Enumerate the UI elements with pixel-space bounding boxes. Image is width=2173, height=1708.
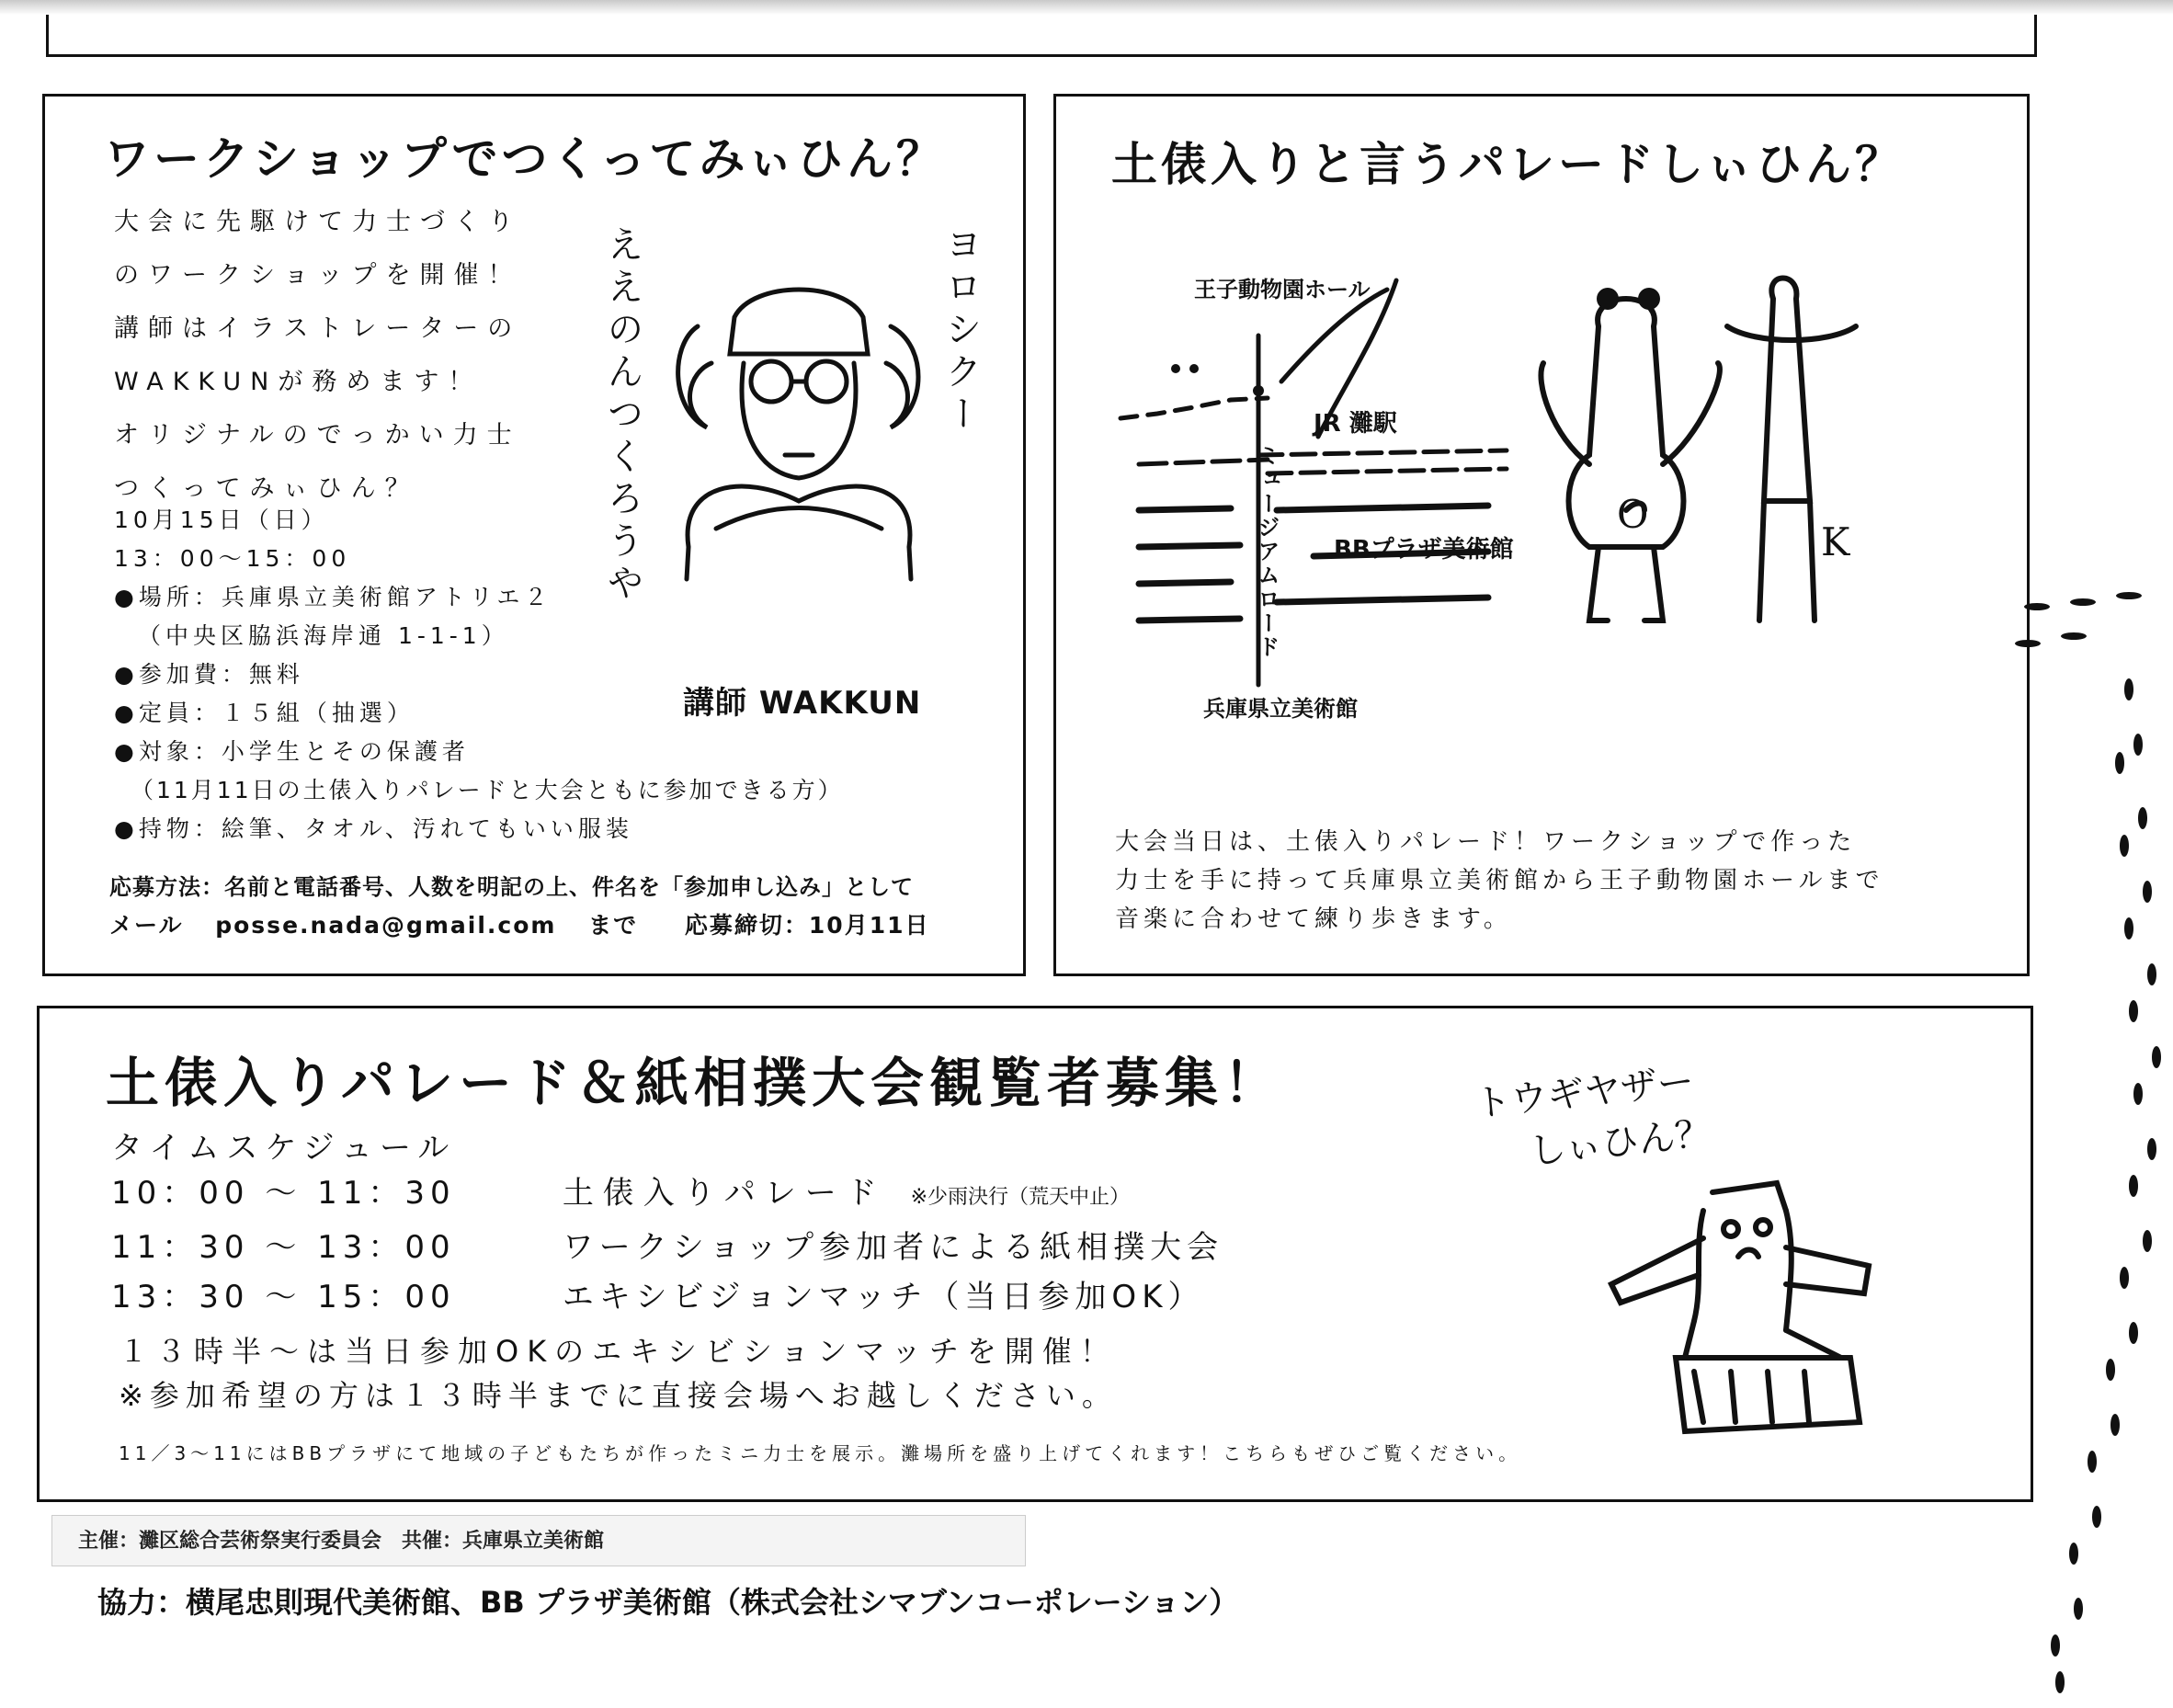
schedule-row [111, 1272, 1223, 1322]
apply-made: まで [588, 912, 639, 939]
apply-deadline: 応募締切：10月11日 [684, 912, 930, 939]
apply-email[interactable]: posse.nada@gmail.com [215, 912, 557, 939]
parade-map [1121, 280, 1507, 685]
schedule-time: 11：30 〜 13：00 [111, 1229, 456, 1266]
map-label-bb: BBプラザ美術館 [1334, 536, 1514, 564]
schedule-row [111, 1168, 1223, 1223]
schedule-list [111, 1168, 1223, 1322]
apply-mail-label: メール [109, 912, 184, 939]
workshop-body-line: つくってみぃひん？ [114, 474, 419, 503]
sumo-illustration [1602, 1174, 1878, 1450]
workshop-body [114, 196, 522, 516]
workshop-time: 13：00〜15：00 [114, 545, 351, 572]
workshop-body-line: のワークショップを開催！ [114, 261, 522, 290]
tournament-footnote: 11／3〜11にはBBプラザにて地域の子どもたちが作ったミニ力士を展示。灘場所を盛り上げてくれます！こちらもぜひご覧ください。 [119, 1442, 1522, 1464]
workshop-detail-item: ●場所：兵庫県立美術館アトリエ２ [114, 584, 552, 610]
workshop-handwritten-right: ヨロシクー [939, 225, 982, 437]
schedule-time: 13：30 〜 15：00 [111, 1279, 456, 1315]
workshop-detail-item: ●対象：小学生とその保護者 [114, 738, 470, 765]
instructor-label: 講師 WAKKUN [683, 685, 922, 722]
tournament-notice-2: ※参加希望の方は１３時半までに直接会場へお越しください。 [119, 1378, 1118, 1413]
workshop-body-line: WAKKUNが務めます！ [114, 368, 483, 396]
footer-organizer: 主催：灘区総合芸術祭実行委員会 共催：兵庫県立美術館 [51, 1515, 1026, 1566]
schedule-time: 10：00 〜 11：30 [111, 1175, 456, 1212]
workshop-date: 10月15日（日） [114, 507, 329, 533]
tournament-handwritten-1: トウギヤザー [1472, 1060, 1697, 1126]
parade-figures-illustration [1534, 271, 1902, 657]
workshop-detail-item: ●定員：１５組（抽選） [114, 700, 415, 726]
schedule-event: ワークショップ参加者による紙相撲大会 [562, 1229, 1224, 1266]
tournament-notice-1: １３時半〜は当日参加OKのエキシビションマッチを開催！ [119, 1334, 1118, 1369]
parade-description [1115, 823, 1883, 939]
tournament-handwritten-2: しぃひん？ [1527, 1111, 1714, 1174]
figure-letter-o: O [1617, 492, 1649, 537]
parade-desc-line: 力士を手に持って兵庫県立美術館から王子動物園ホールまで [1115, 867, 1884, 894]
map-label-oji: 王子動物園ホール [1194, 277, 1371, 302]
figure-letter-k: K [1821, 519, 1850, 564]
workshop-body-line: 講師はイラストレーターの [114, 314, 522, 343]
workshop-apply-contact [109, 907, 930, 940]
schedule-event: 土俵入りパレード [562, 1175, 886, 1212]
footprint-trail [2019, 579, 2166, 1701]
footer-cooperation: 協力：横尾忠則現代美術館、BB プラザ美術館（株式会社シマブンコーポレーション） [97, 1585, 1239, 1620]
workshop-apply-method: 応募方法：名前と電話番号、人数を明記の上、件名を「参加申し込み」として [109, 874, 914, 900]
parade-desc-line: 大会当日は、土俵入りパレード！ワークショップで作った [1115, 828, 1857, 856]
tournament-panel [37, 1006, 2033, 1502]
workshop-title: ワークショップでつくってみぃひん？ [104, 132, 946, 186]
top-shadow [0, 0, 2173, 15]
schedule-note: ※少雨決行（荒天中止） [910, 1186, 1131, 1209]
map-label-jr: JR 灘駅 [1314, 410, 1397, 438]
schedule-row [111, 1223, 1223, 1272]
workshop-panel [42, 94, 1026, 976]
schedule-label: タイムスケジュール [111, 1130, 457, 1167]
workshop-detail-item: （中央区脇浜海岸通 1-1-1） [138, 622, 509, 649]
schedule-event: エキシビジョンマッチ（当日参加OK） [562, 1279, 1205, 1315]
workshop-body-line: 大会に先駆けて力士づくり [114, 208, 522, 236]
instructor-illustration [661, 271, 937, 584]
workshop-detail-item: ●持物：絵筆、タオル、汚れてもいい服装 [114, 815, 633, 842]
map-label-hyogo: 兵庫県立美術館 [1203, 696, 1358, 722]
map-label-museum-road: ミュージアムロード [1254, 444, 1280, 659]
parade-panel [1053, 94, 2030, 976]
workshop-handwritten-left: ええのんつくろうや [601, 225, 643, 606]
workshop-detail-item: （11月11日の土俵入りパレードと大会ともに参加できる方） [131, 777, 844, 803]
parade-desc-line: 音楽に合わせて練り歩きます。 [1115, 905, 1512, 933]
workshop-detail-item: ●参加費：無料 [114, 661, 304, 688]
tournament-title: 土俵入りパレード＆紙相撲大会観覧者募集！ [106, 1052, 1283, 1114]
workshop-body-line: オリジナルのでっかい力士 [114, 421, 521, 450]
parade-title: 土俵入りと言うパレードしぃひん？ [1111, 138, 1905, 191]
